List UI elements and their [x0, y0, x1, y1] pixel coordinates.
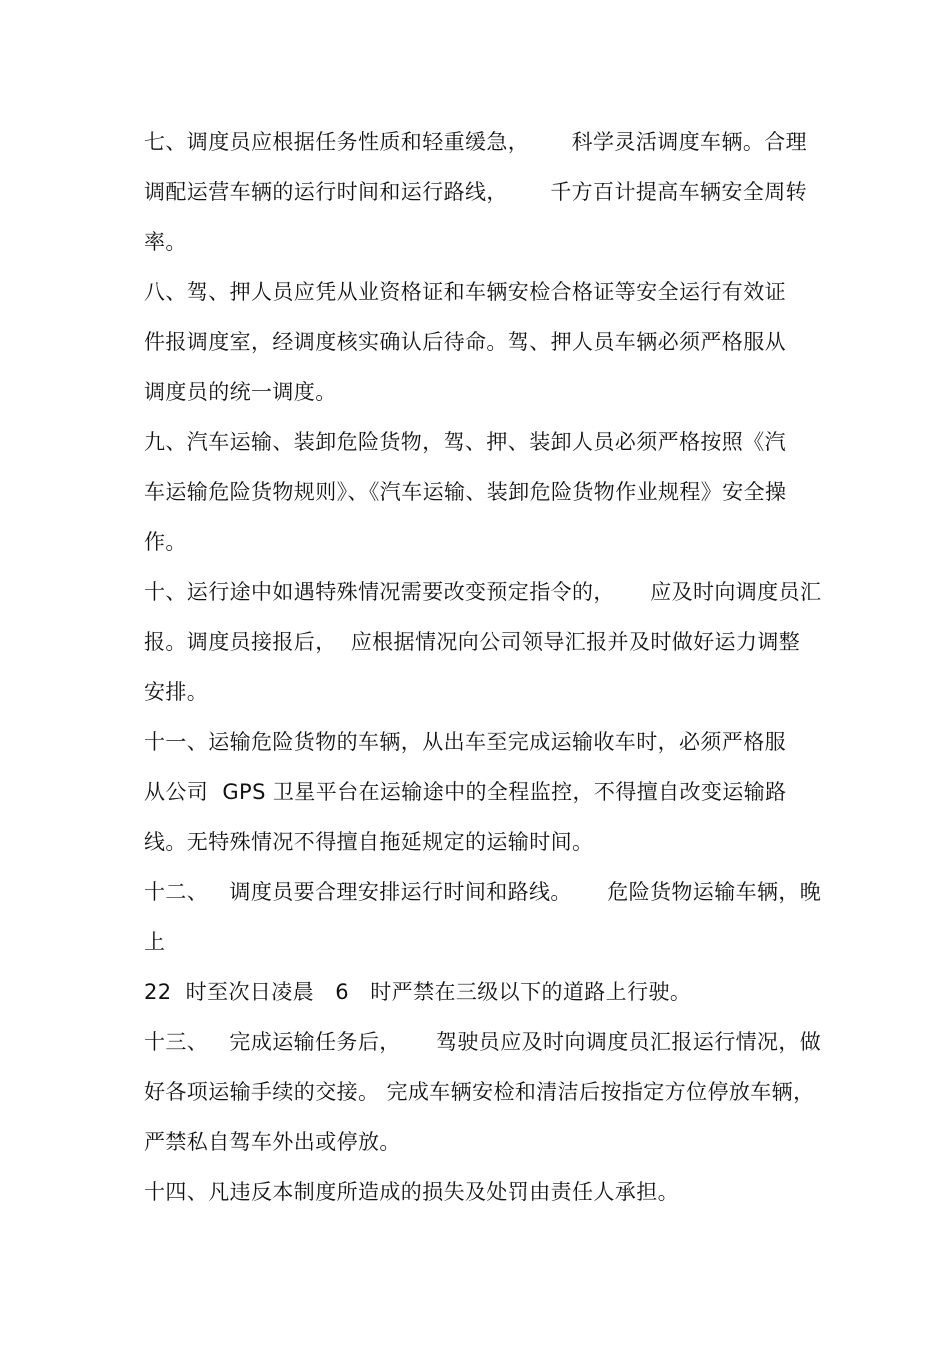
text-line: 率。 [144, 230, 187, 254]
text-line: 上 [144, 930, 166, 954]
text-line: 车运输危险货物规则》、《汽车运输、装卸危险货物作业规程》安全操 [144, 480, 787, 504]
text-line: 十四、凡违反本制度所造成的损失及处罚由责任人承担。 [144, 1180, 679, 1204]
text-line: 件报调度室，经调度核实确认后待命。驾、押人员车辆必须严格服从 [144, 330, 786, 354]
text-line: 调度员的统一调度。 [144, 380, 337, 404]
text-line: 22 时至次日凌晨 6 时严禁在三级以下的道路上行驶。 [144, 980, 692, 1004]
text-line: 从公司 GPS 卫星平台在运输途中的全程监控，不得擅自改变运输路 [144, 780, 787, 804]
text-line: 十、运行途中如遇特殊情况需要改变预定指令的， 应及时向调度员汇 [144, 580, 822, 604]
text-line: 七、调度员应根据任务性质和轻重缓急， 科学灵活调度车辆。合理 [144, 130, 808, 154]
text-line: 十三、 完成运输任务后， 驾驶员应及时向调度员汇报运行情况，做 [144, 1030, 822, 1054]
text-line: 九、汽车运输、装卸危险货物，驾、押、装卸人员必须严格按照《汽 [144, 430, 786, 454]
text-line: 线。无特殊情况不得擅自拖延规定的运输时间。 [144, 830, 594, 854]
text-line: 报。调度员接报后， 应根据情况向公司领导汇报并及时做好运力调整 [144, 630, 801, 654]
text-line: 十二、 调度员要合理安排运行时间和路线。 危险货物运输车辆，晚 [144, 880, 822, 904]
text-line: 调配运营车辆的运行时间和运行路线， 千方百计提高车辆安全周转 [144, 180, 808, 204]
text-line: 严禁私自驾车外出或停放。 [144, 1130, 401, 1154]
text-line: 八、驾、押人员应凭从业资格证和车辆安检合格证等安全运行有效证 [144, 280, 786, 304]
text-line: 十一、运输危险货物的车辆，从出车至完成运输收车时，必须严格服 [144, 730, 786, 754]
text-line: 作。 [144, 530, 187, 554]
text-line: 好各项运输手续的交接。 完成车辆安检和清洁后按指定方位停放车辆， [144, 1080, 815, 1104]
text-line: 安排。 [144, 680, 209, 704]
